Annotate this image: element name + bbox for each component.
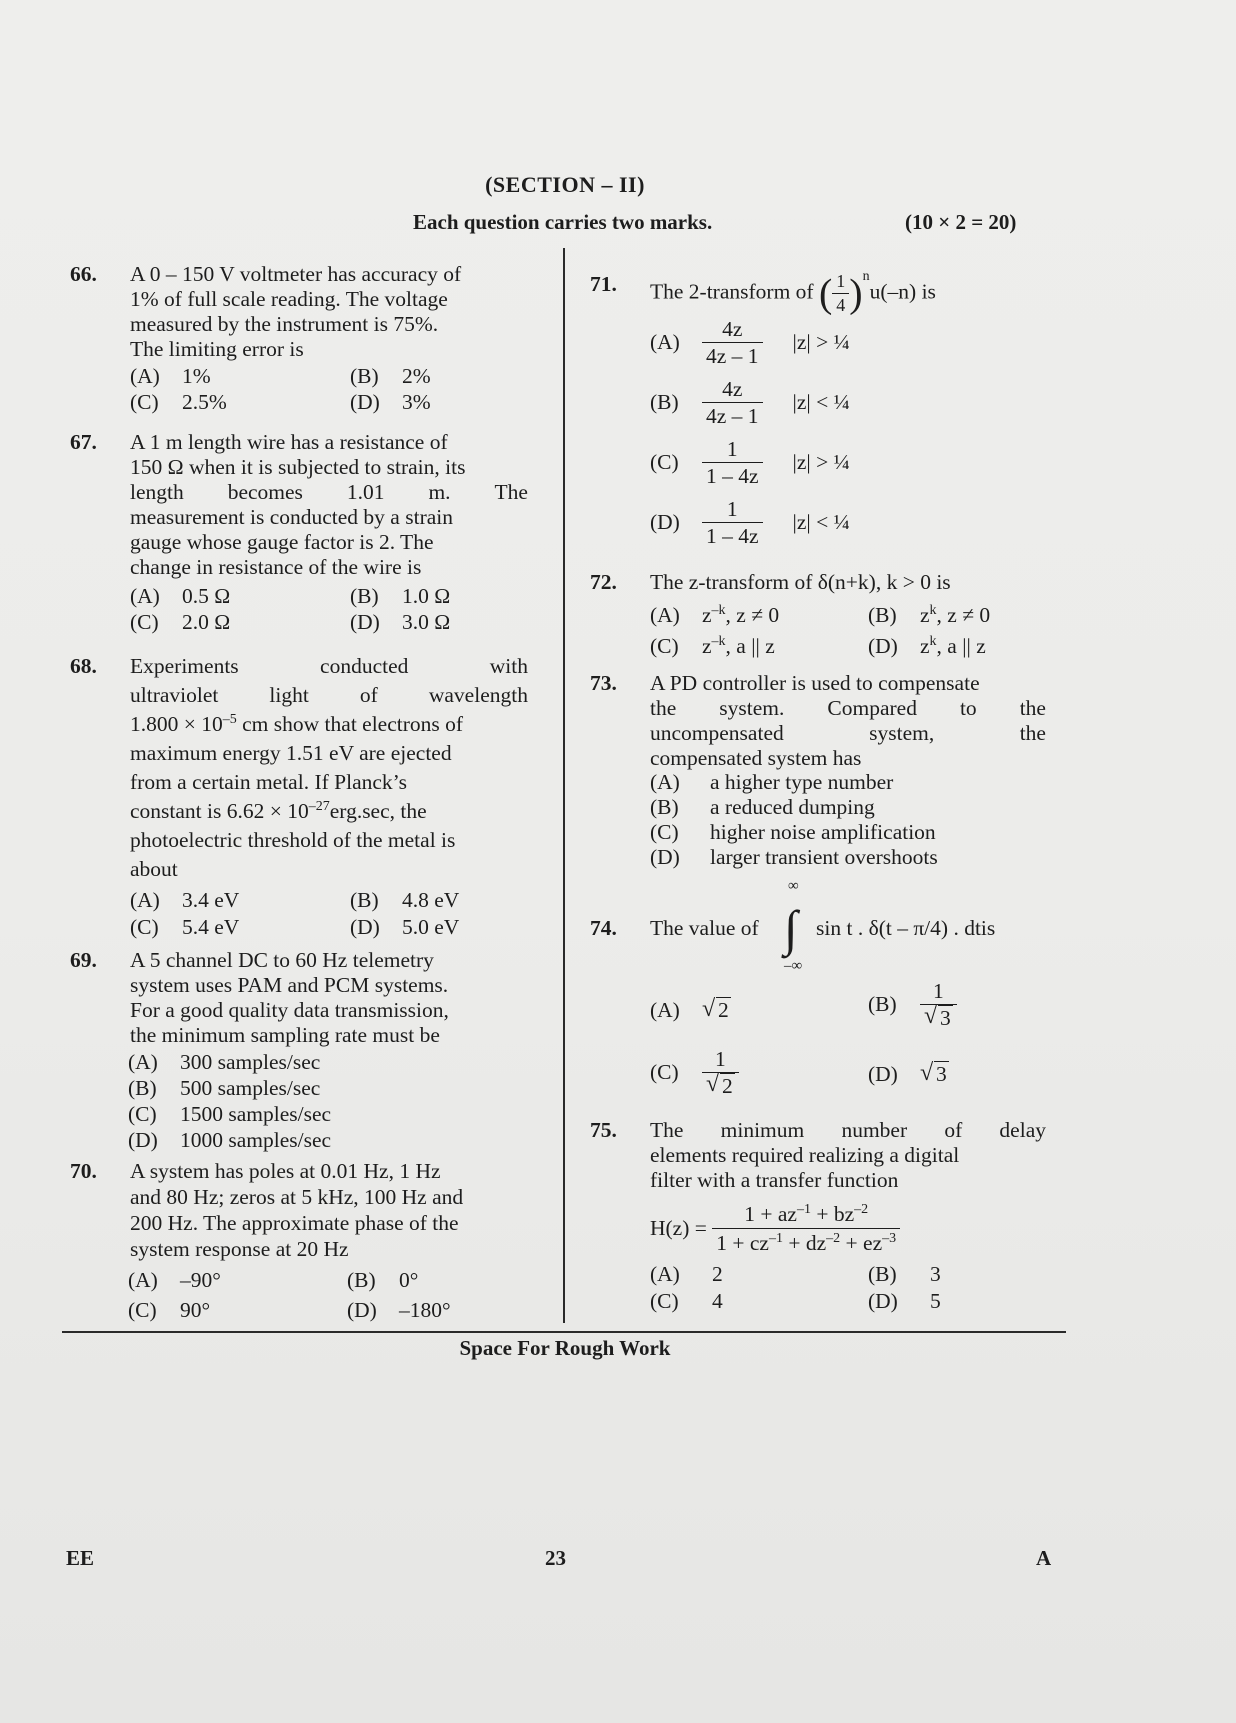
question-number: 74. bbox=[590, 916, 617, 940]
question-text: The z-transform of δ(n+k), k > 0 is bbox=[650, 570, 951, 594]
option-a: (A) a higher type number bbox=[650, 770, 894, 794]
option-b: (B) 4.8 eV bbox=[350, 888, 460, 912]
option-b: (B) 2% bbox=[350, 364, 431, 388]
question-number: 66. bbox=[70, 262, 97, 286]
question-number: 68. bbox=[70, 654, 97, 678]
text-line: The limiting error is bbox=[130, 337, 304, 361]
option-d: (D) 5 bbox=[868, 1289, 941, 1313]
sqrt: √ 3 bbox=[920, 1062, 949, 1087]
text-line: photoelectric threshold of the metal is bbox=[130, 828, 456, 852]
fraction: 1 √ 2 bbox=[702, 1048, 739, 1097]
option-b: (B) 3 bbox=[868, 1262, 941, 1286]
option-b: (B) 0° bbox=[347, 1268, 419, 1292]
marks-note: Each question carries two marks. bbox=[413, 210, 713, 234]
text-line: length becomes 1.01 m. The bbox=[130, 480, 528, 504]
fraction: $\frac{1}{1 - 4z}$ bbox=[702, 498, 763, 547]
footer-subject-code: EE bbox=[66, 1546, 95, 1570]
question-number: 67. bbox=[70, 430, 97, 454]
column-divider bbox=[563, 248, 565, 1323]
question-text: The 2-transform of ( $\frac{1}{4}$ )$^n$u(–n) is bbox=[650, 269, 936, 316]
fraction: $\frac{1}{1 - 4z}$ bbox=[702, 438, 763, 487]
rough-work-divider bbox=[62, 1331, 1066, 1333]
option-b: (B) 500 samples/sec bbox=[128, 1076, 321, 1100]
question-text bbox=[130, 948, 528, 1048]
marks-total: (10 × 2 = 20) bbox=[905, 210, 1017, 234]
question-number: 69. bbox=[70, 948, 97, 972]
question-text bbox=[650, 671, 1046, 771]
question-text bbox=[130, 1158, 530, 1262]
option-c: (C) 5.4 eV bbox=[130, 915, 240, 939]
rough-work-label: Space For Rough Work bbox=[459, 1336, 671, 1360]
text-line: filter with a transfer function bbox=[650, 1168, 899, 1192]
option-a: (A) 1% bbox=[130, 364, 211, 388]
text-line: the minimum sampling rate must be bbox=[130, 1023, 440, 1047]
text-line: elements required realizing a digital bbox=[650, 1143, 960, 1167]
option-a: (A) 2 bbox=[650, 1262, 723, 1286]
option-d: (D) 3% bbox=[350, 390, 431, 414]
text-line: A 0 – 150 V voltmeter has accuracy of bbox=[130, 262, 462, 286]
footer-booklet-series: A bbox=[1036, 1546, 1052, 1570]
option-c: (C) 2.5% bbox=[130, 390, 227, 414]
question-text bbox=[130, 430, 528, 580]
text-line: constant is $6.62 \times 10^{-27}erg.\sec$, the bbox=[130, 798, 427, 823]
text-line: uncompensated system, the bbox=[650, 721, 1046, 745]
integral-lower-limit: –∞ bbox=[784, 958, 803, 974]
text-line: Experiments conducted with bbox=[130, 654, 528, 678]
text-line: measurement is conducted by a strain bbox=[130, 505, 453, 529]
question-number: 70. bbox=[70, 1159, 97, 1183]
option-d: (D) larger transient overshoots bbox=[650, 845, 938, 869]
text-line: the system. Compared to the bbox=[650, 696, 1046, 720]
text-line: 200 Hz. The approximate phase of the bbox=[130, 1211, 459, 1235]
page-number: 23 bbox=[545, 1546, 566, 1570]
text-line: system response at 20 Hz bbox=[130, 1237, 349, 1261]
fraction: $\frac{1 + az^{-1} + bz^{-2}}{1 + cz^{-1} + dz^{-2} + ez^{-3}}$ bbox=[712, 1202, 900, 1255]
option-a: (A) $\frac{4z}{4z - 1}$ |z| > ¼ bbox=[650, 317, 850, 368]
option-d: (D) 1000 samples/sec bbox=[128, 1128, 332, 1152]
option-c: (C) 90° bbox=[128, 1298, 211, 1322]
integral-upper-limit: ∞ bbox=[788, 878, 799, 894]
question-number: 72. bbox=[590, 570, 617, 594]
integral-sign: ∫ bbox=[784, 900, 798, 956]
option-c: (C) 1500 samples/sec bbox=[128, 1102, 332, 1126]
text-line: 150 Ω when it is subjected to strain, its bbox=[130, 455, 466, 479]
text-line: A 5 channel DC to 60 Hz telemetry bbox=[130, 948, 434, 972]
option-a: (A) 0.5 Ω bbox=[130, 584, 231, 608]
section-title: (SECTION – II) bbox=[485, 172, 645, 197]
option-c: (C) $\frac{1}{1 - 4z}$ |z| > ¼ bbox=[650, 437, 850, 488]
text-line: For a good quality data transmission, bbox=[130, 998, 449, 1022]
text-line: maximum energy 1.51 eV are ejected bbox=[130, 741, 452, 765]
text-line: about bbox=[130, 857, 178, 881]
option-c: (C) 1 √ 2 bbox=[650, 1048, 739, 1097]
text-line: measured by the instrument is 75%. bbox=[130, 312, 439, 336]
option-c: (C) higher noise amplification bbox=[650, 820, 936, 844]
transfer-function: H(z) = $\frac{1 + az^{-1} + bz^{-2}}{1 + cz^{-1} + dz^{-2} + ez^{-3}}$ bbox=[650, 1202, 900, 1255]
option-a: (A)√ 2 bbox=[650, 998, 731, 1023]
option-c: (C) $z^{-k}$, a || z bbox=[650, 633, 775, 658]
option-b: (B) 1.0 Ω bbox=[350, 584, 451, 608]
question-number: 75. bbox=[590, 1118, 617, 1142]
option-a: (A) –90° bbox=[128, 1268, 221, 1292]
option-a: (A) 300 samples/sec bbox=[128, 1050, 321, 1074]
option-c: (C) 2.0 Ω bbox=[130, 610, 231, 634]
text-line: compensated system has bbox=[650, 746, 862, 770]
text-line: A PD controller is used to compensate bbox=[650, 671, 980, 695]
text-line: $1.800 \times 10^{-5}$ cm show that electrons of bbox=[130, 711, 464, 736]
question-text bbox=[650, 1118, 1046, 1193]
fraction: 1 √ 3 bbox=[920, 980, 957, 1029]
option-b: (B) $\frac{4z}{4z - 1}$ |z| < ¼ bbox=[650, 377, 850, 428]
option-d: (D) $\frac{1}{1 - 4z}$ |z| < ¼ bbox=[650, 497, 850, 548]
text-line: The minimum number of delay bbox=[650, 1118, 1046, 1142]
fraction: $\frac{1}{4}$ bbox=[832, 272, 849, 315]
option-d: (D) 5.0 eV bbox=[350, 915, 460, 939]
question-text: The value of bbox=[650, 916, 759, 940]
question-text bbox=[130, 652, 528, 884]
sqrt: √ 2 bbox=[702, 998, 731, 1023]
fraction: $\frac{4z}{4z - 1}$ bbox=[702, 318, 763, 367]
text-line: A system has poles at 0.01 Hz, 1 Hz bbox=[130, 1159, 441, 1183]
text-line: gauge whose gauge factor is 2. The bbox=[130, 530, 434, 554]
question-text bbox=[130, 262, 530, 362]
integrand: sin t . δ(t – π/4) . dtis bbox=[816, 916, 996, 940]
option-b: (B) a reduced dumping bbox=[650, 795, 875, 819]
option-c: (C) 4 bbox=[650, 1289, 723, 1313]
option-d: (D) 3.0 Ω bbox=[350, 610, 451, 634]
text-line: 1% of full scale reading. The voltage bbox=[130, 287, 448, 311]
option-a: (A) $z^{-k}$, z ≠ 0 bbox=[650, 602, 780, 627]
fraction: $\frac{4z}{4z - 1}$ bbox=[702, 378, 763, 427]
option-b: (B) 1 √ 3 bbox=[868, 980, 957, 1029]
option-a: (A) 3.4 eV bbox=[130, 888, 240, 912]
text-line: from a certain metal. If Planck’s bbox=[130, 770, 408, 794]
option-d: (D) $z^k$, a || z bbox=[868, 633, 986, 658]
option-b: (B) $z^k$, z ≠ 0 bbox=[868, 602, 991, 627]
text-line: and 80 Hz; zeros at 5 kHz, 100 Hz and bbox=[130, 1185, 464, 1209]
text-line: ultraviolet light of wavelength bbox=[130, 683, 528, 707]
text-line: A 1 m length wire has a resistance of bbox=[130, 430, 448, 454]
option-d: (D) –180° bbox=[347, 1298, 451, 1322]
question-number: 73. bbox=[590, 671, 617, 695]
text-line: change in resistance of the wire is bbox=[130, 555, 422, 579]
option-d: (D)√ 3 bbox=[868, 1062, 949, 1087]
text-line: system uses PAM and PCM systems. bbox=[130, 973, 449, 997]
question-number: 71. bbox=[590, 272, 617, 296]
